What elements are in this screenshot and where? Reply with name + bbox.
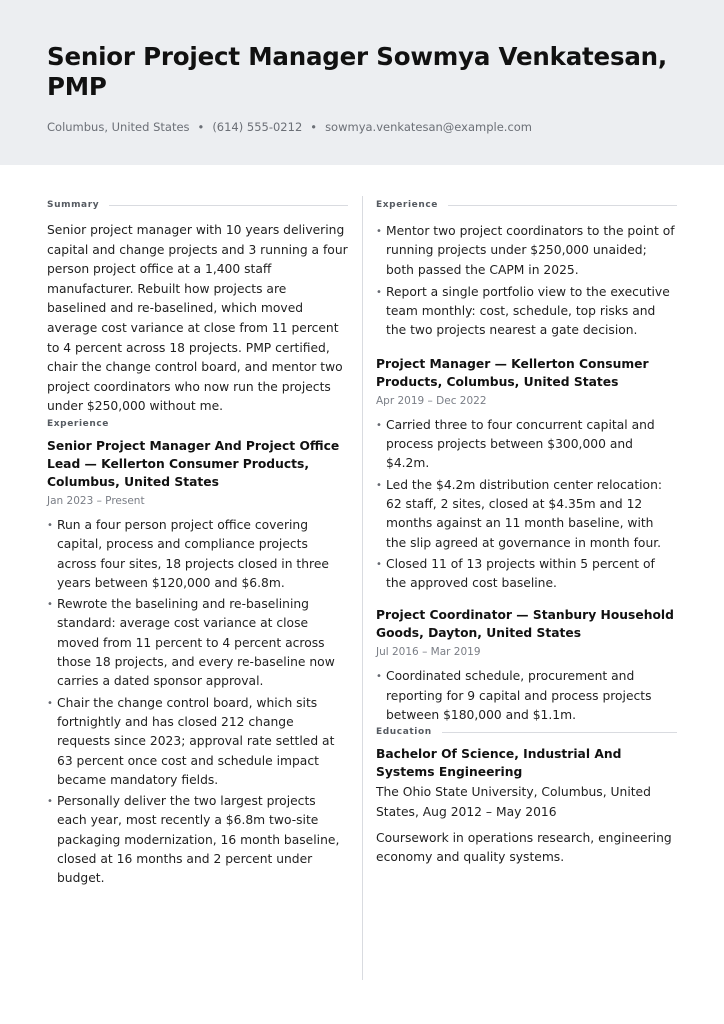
right-column [376,196,677,868]
job-dates: Apr 2019 – Dec 2022 [376,394,487,407]
section-heading-education [376,725,677,739]
email-link[interactable]: sowmya.venkatesan@example.com [325,120,533,134]
separator-dot: • [310,120,318,134]
section-heading-experience [47,417,348,431]
job-bullet: • Mentor two project coordinators to the point of running projects under $250,000 unaided; both passed the CAPM in 2025. [376,222,677,280]
job-title: Project Manager — Kellerton Consumer Products, Columbus, United States [376,356,649,389]
separator-dot: • [197,120,205,134]
section-heading-label: Experience [47,418,109,429]
summary-paragraph: Senior project manager with 10 years delivering capital and change projects and 3 running a four person project office at a 1,400 staff manufacturer. Rebuilt how projects are baselined and re-baselined, which moved average cost variance at close from 11 percent to 4 percent across 18 projects. PMP certified, chair the change control board, and mentor two project coordinators who now run the projects under $250,000 without me. [47,223,348,414]
job-bullet: • Closed 11 of 13 projects within 5 percent of the approved cost baseline. [376,555,677,594]
job-bullet: • Chair the change control board, which sits fortnightly and has closed 212 change requests since 2023; approval rate settled at 63 percent once cost and schedule impact became mandatory fields. [47,694,348,790]
job-dates: Jan 2023 – Present [47,494,145,507]
job-bullet: • Coordinated schedule, procurement and reporting for 9 capital and process projects between $180,000 and $1.1m. [376,667,677,725]
section-rule [442,732,677,733]
continued-bullets [376,222,677,341]
job-bullet: • Rewrote the baselining and re-baselining standard: average cost variance at close moved from 11 percent to 4 percent across those 18 projects, and every re-baseline now carries a dated sponsor approval. [47,595,348,691]
job-dates: Jul 2016 – Mar 2019 [376,646,481,659]
section-rule [109,205,348,206]
job-bullet: • Run a four person project office covering capital, process and compliance projects across four sites, 18 projects closed in three years between $120,000 and $6.8m. [47,516,348,593]
job-entry [376,355,677,594]
section-heading-summary [47,196,348,214]
section-heading-label: Education [376,727,432,738]
job-bullets [376,416,677,594]
job-bullet: • Led the $4.2m distribution center relocation: 62 staff, 2 sites, closed at $4.35m and 12 months against an 11 month baseline, with the slip agreed at governance in month four. [376,476,677,553]
section-heading-label: Summary [47,200,100,210]
left-column [47,196,348,889]
coursework: Coursework in operations research, engineering economy and quality systems. [376,830,672,865]
job-bullet: • Report a single portfolio view to the executive team monthly: cost, schedule, top risks and the two projects nearest a gate decision. [376,283,677,341]
candidate-name: Senior Project Manager Sowmya Venkatesan, PMP [47,42,668,101]
job-entry [47,437,348,889]
section-rule [448,205,677,206]
column-divider [362,196,363,980]
resume-header [0,0,724,165]
location: Columbus, United States [47,120,190,134]
degree-title: Bachelor Of Science, Industrial And Systems Engineering [376,747,622,780]
job-entry [376,606,677,725]
contact-line [47,120,532,134]
job-bullets [47,516,348,889]
job-bullets [376,667,677,725]
job-title: Senior Project Manager And Project Office Lead — Kellerton Consumer Products, Columbus, United States [47,438,340,489]
job-bullet: • Personally deliver the two largest projects each year, most recently a $6.8m two-site packaging modernization, 16 month baseline, closed at 16 months and 2 percent under budget. [47,792,348,888]
education-entry [376,745,677,867]
phone: (614) 555-0212 [212,120,303,134]
job-title: Project Coordinator — Stanbury Household Goods, Dayton, United States [376,608,674,641]
section-heading-label: Experience [376,200,438,210]
section-heading-experience-continued [376,196,677,214]
school-line: The Ohio State University, Columbus, United States, Aug 2012 – May 2016 [376,785,651,819]
job-bullet: • Carried three to four concurrent capital and process projects between $300,000 and $4.2m. [376,416,677,474]
